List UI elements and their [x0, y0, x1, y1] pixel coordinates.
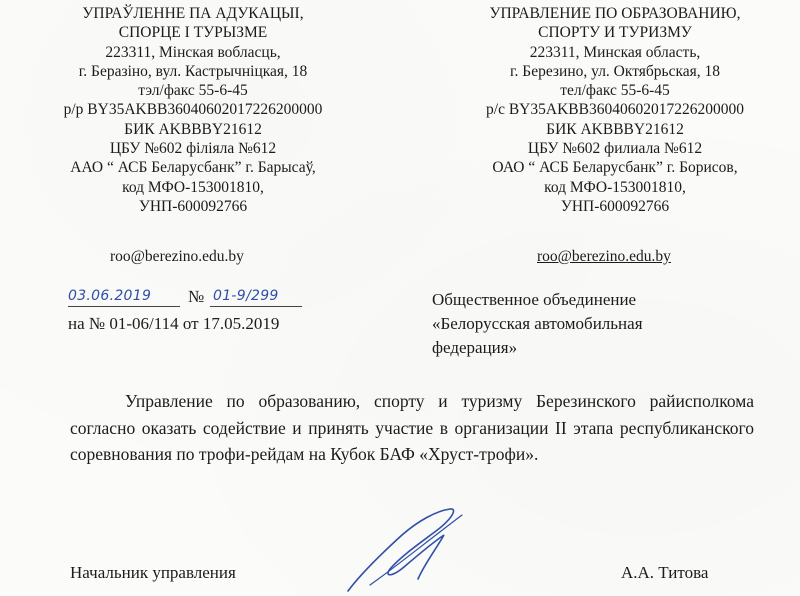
reference-line: на № 01-06/114 от 17.05.2019 [68, 314, 280, 333]
handwritten-number: 01-9/299 [213, 288, 279, 304]
letterhead-line: ААО “ АСБ Беларусбанк” г. Барысаў, [70, 159, 316, 177]
email-belarusian: roo@berezino.edu.by [110, 248, 244, 265]
letterhead-line: БИК AKBBBY21612 [546, 120, 684, 138]
number-underline [210, 306, 302, 307]
letterhead-line: код МФО-153001810, [544, 178, 686, 196]
handwritten-date: 03.06.2019 [68, 288, 152, 304]
letterhead-line: р/с BY35AKBB36040602017226200000 [486, 101, 744, 119]
letter-body: Управление по образованию, спорту и туризму Березинского райисполкома согласно оказать содействие и принять участие в организации II этапа республиканского соревнования по трофи-рейдам на Кубок БАФ «Хруст-трофи». [70, 391, 754, 464]
letterhead-line: УНП-600092766 [138, 197, 248, 215]
addressee-line: «Белорусская автомобильная [432, 314, 643, 333]
letterhead-belarusian [28, 4, 358, 216]
outgoing-reference-block [68, 287, 368, 333]
letterhead-line: г. Беразіно, вул. Кастрычніцкая, 18 [78, 62, 308, 80]
number-sign: № [188, 287, 205, 306]
letterhead-line: УПРАЎЛЕННЕ ПА АДУКАЦЫІ, [82, 5, 304, 22]
addressee-line: федерация» [432, 338, 518, 357]
signatory-title: Начальник управления [70, 563, 236, 582]
handwritten-signature [340, 505, 470, 596]
addressee-block [432, 288, 643, 360]
letterhead-line: р/р BY35AKBB36040602017226200000 [63, 101, 323, 119]
letterhead-line: г. Березино, ул. Октябрьская, 18 [509, 62, 721, 80]
letterhead-line: тел/факс 55-6-45 [560, 82, 670, 100]
letterhead-line: ЦБУ №602 філіяла №612 [109, 140, 277, 158]
letterhead-line: УНП-600092766 [560, 197, 670, 215]
letterhead-line: СПОРТУ И ТУРИЗМУ [538, 24, 692, 42]
signatory-name: А.А. Титова [621, 563, 709, 582]
date-underline [68, 306, 180, 307]
letterhead-line: ЦБУ №602 филиала №612 [527, 140, 703, 158]
letterhead-line: код МФО-153001810, [122, 178, 264, 196]
letterhead-line: 223311, Минская область, [529, 43, 701, 61]
letterhead-line: СПОРЦЕ І ТУРЫЗМЕ [118, 24, 268, 42]
email-link-russian[interactable]: roo@berezino.edu.by [537, 248, 671, 265]
letterhead-line: 223311, Мінская вобласць, [105, 43, 281, 61]
outgoing-number-row [68, 287, 368, 309]
addressee-line: Общественное объединение [432, 290, 637, 309]
letterhead-line: БИК AKBBBY21612 [124, 120, 262, 138]
letterhead-russian [440, 4, 790, 216]
letterhead-line: УПРАВЛЕНИЕ ПО ОБРАЗОВАНИЮ, [489, 5, 741, 22]
letterhead-line: ОАО “ АСБ Беларусбанк” г. Борисов, [492, 159, 738, 177]
letterhead-line: тэл/факс 55-6-45 [138, 82, 248, 100]
